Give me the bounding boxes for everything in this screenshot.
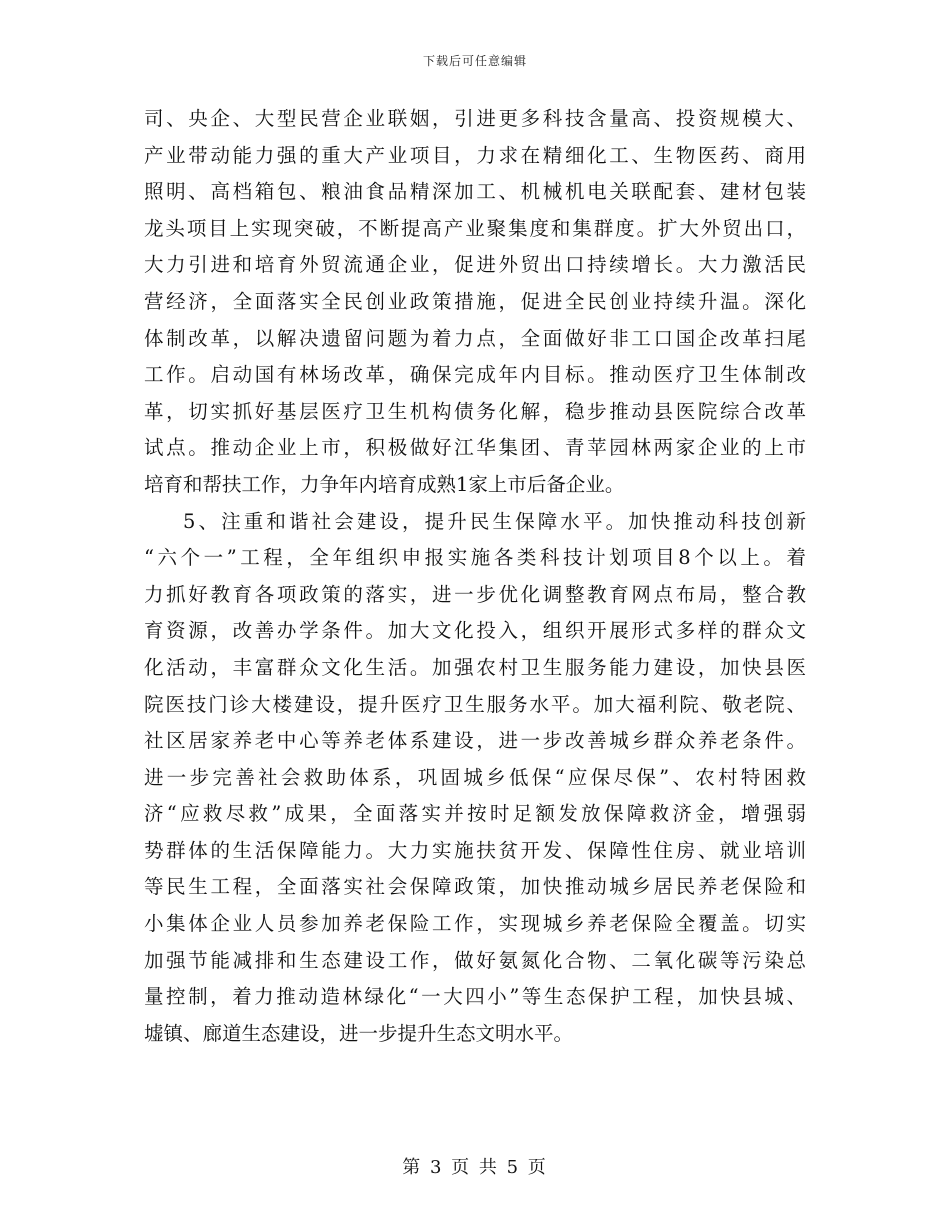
text-line: 试点。推动企业上市，积极做好江华集团、青苹园林两家企业的上市 [144, 436, 806, 460]
text-line: 培育和帮扶工作，力争年内培育成熟1家上市后备企业。 [144, 472, 625, 496]
text-line: 化活动，丰富群众文化生活。加强农村卫生服务能力建设，加快县医 [144, 655, 806, 679]
paragraph-1 [144, 101, 806, 504]
document-body [144, 101, 806, 1052]
text-line: 院医技门诊大楼建设，提升医疗卫生服务水平。加大福利院、敬老院、 [144, 692, 806, 716]
page-header: 下载后可任意编辑 [422, 54, 527, 68]
text-line: 体制改革，以解决遗留问题为着力点，全面做好非工口国企改革扫尾 [144, 326, 806, 350]
text-line: 势群体的生活保障能力。大力实施扶贫开发、保障性住房、就业培训 [144, 838, 806, 862]
text-line: 墟镇、廊道生态建设，进一步提升生态文明水平。 [144, 1021, 574, 1045]
paragraph-2 [144, 504, 806, 1053]
text-line: 工作。启动国有林场改革，确保完成年内目标。推动医疗卫生体制改 [144, 363, 806, 387]
text-line: 进一步完善社会救助体系，巩固城乡低保“应保尽保”、农村特困救 [144, 765, 806, 789]
text-line: 照明、高档箱包、粮油食品精深加工、机械机电关联配套、建材包装 [144, 180, 806, 204]
text-line: 量控制，着力推动造林绿化“一大四小”等生态保护工程，加快县城、 [144, 985, 806, 1009]
text-line: 力抓好教育各项政策的落实，进一步优化调整教育网点布局，整合教 [144, 582, 806, 606]
text-line: 加强节能减排和生态建设工作，做好氨氮化合物、二氧化碳等污染总 [144, 948, 806, 972]
text-line: 龙头项目上实现突破，不断提高产业聚集度和集群度。扩大外贸出口， [144, 216, 806, 240]
text-line: 司、央企、大型民营企业联姻，引进更多科技含量高、投资规模大、 [144, 107, 806, 130]
text-line: 5、注重和谐社会建设，提升民生保障水平。加快推动科技创新 [183, 509, 806, 533]
text-line: 等民生工程，全面落实社会保障政策，加快推动城乡居民养老保险和 [144, 875, 806, 899]
text-line: “六个一”工程，全年组织申报实施各类科技计划项目8个以上。着 [144, 546, 806, 570]
text-line: 小集体企业人员参加养老保险工作，实现城乡养老保险全覆盖。切实 [144, 912, 806, 936]
text-line: 济“应救尽救”成果，全面落实并按时足额发放保障救济金，增强弱 [144, 802, 806, 826]
text-line: 革，切实抓好基层医疗卫生机构债务化解，稳步推动县医院综合改革 [144, 399, 806, 423]
text-line: 育资源，改善办学条件。加大文化投入，组织开展形式多样的群众文 [144, 619, 806, 643]
text-line: 营经济，全面落实全民创业政策措施，促进全民创业持续升温。深化 [144, 289, 806, 313]
text-line: 产业带动能力强的重大产业项目，力求在精细化工、生物医药、商用 [144, 143, 806, 167]
text-line: 大力引进和培育外贸流通企业，促进外贸出口持续增长。大力激活民 [144, 253, 806, 277]
text-line: 社区居家养老中心等养老体系建设，进一步改善城乡群众养老条件。 [144, 729, 806, 753]
page-footer: 第 3 页 共 5 页 [402, 1157, 548, 1178]
